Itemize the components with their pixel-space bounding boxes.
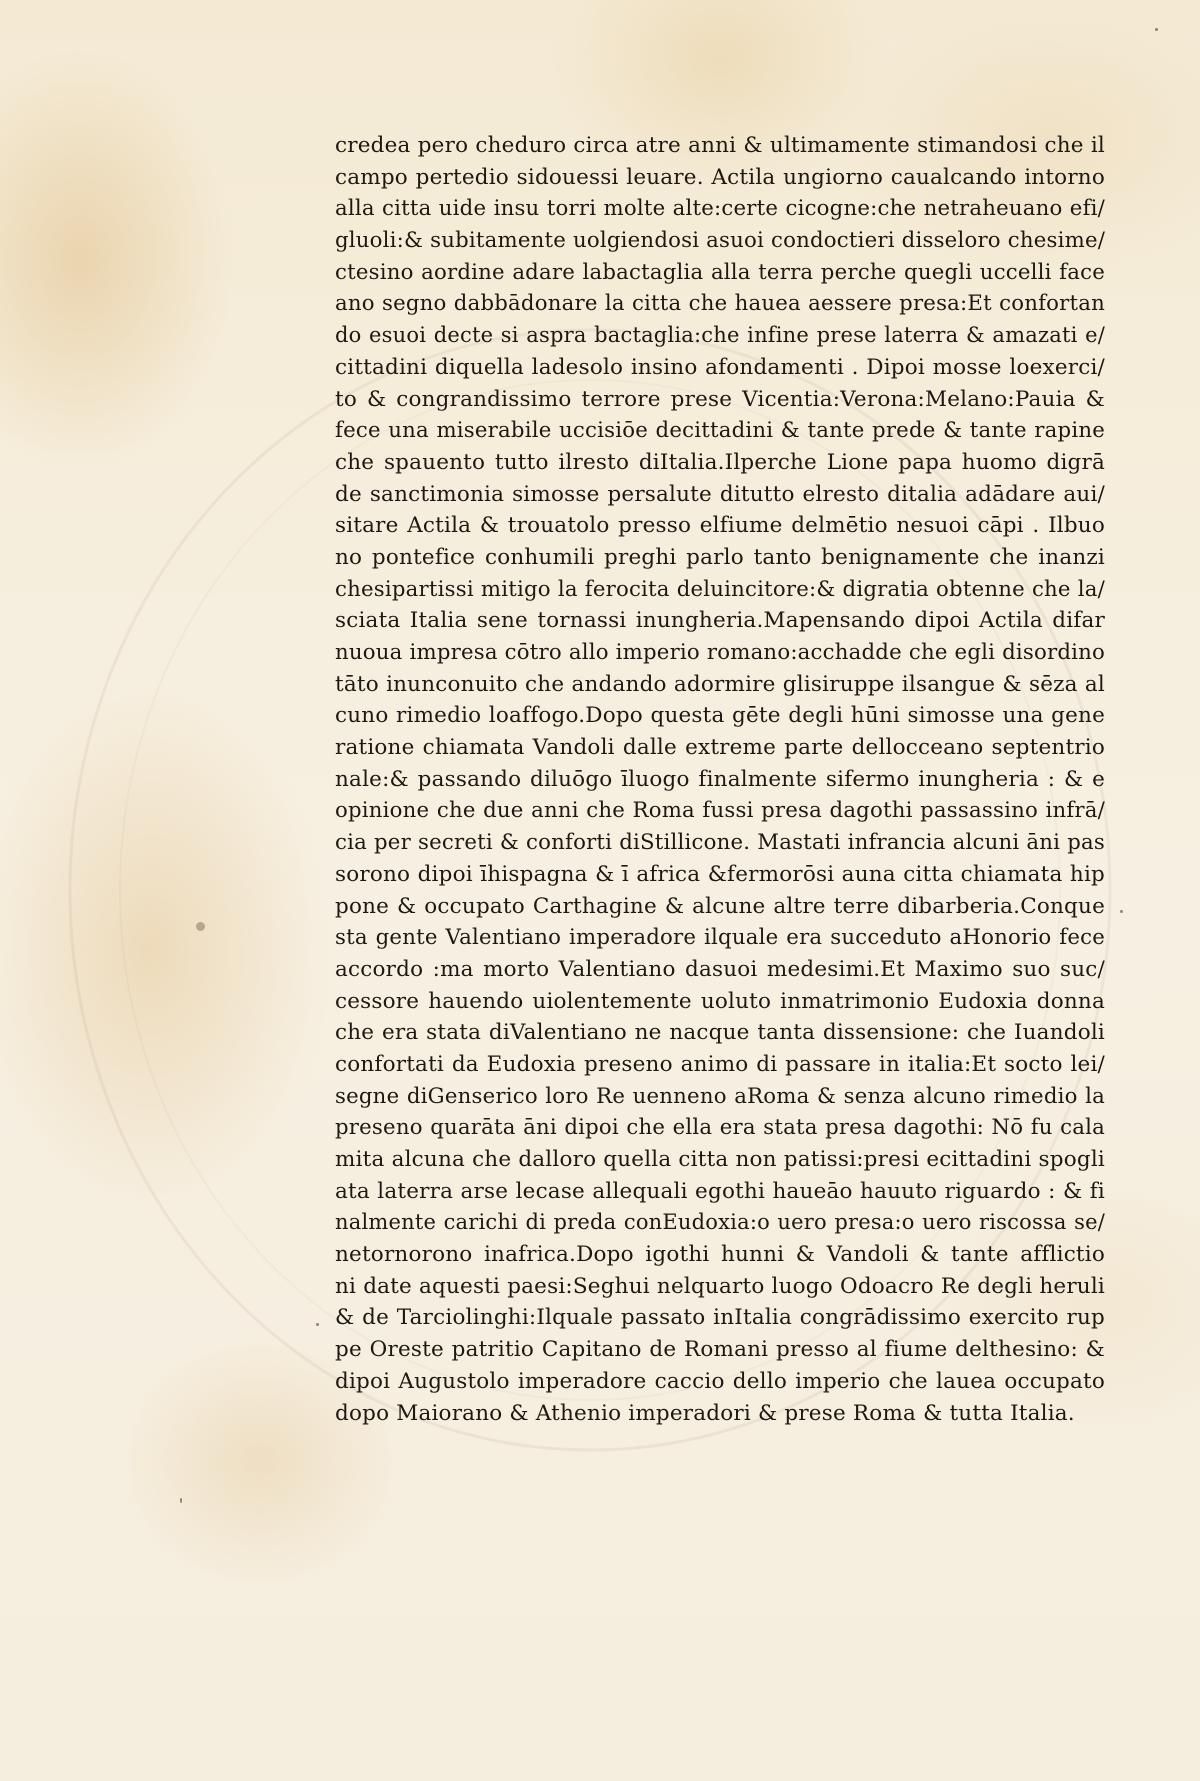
text-line: pe Oreste patritio Capitano de Romani presso al fiume delthesino: & xyxy=(335,1337,1105,1363)
text-line: & de Tarciolinghi:Ilquale passato inItalia congrādissimo exercito rup xyxy=(335,1305,1105,1331)
text-line: sorono dipoi īhispagna & ī africa &fermorōsi auna citta chiamata hip xyxy=(335,861,1105,887)
text-line: dopo Maiorano & Athenio imperadori & prese Roma & tutta Italia. xyxy=(335,1400,1075,1426)
text-line: accordo :ma morto Valentiano dasuoi medesimi.Et Maximo suo suc/ xyxy=(335,956,1105,982)
text-line: cessore hauendo uiolentemente uoluto inmatrimonio Eudoxia donna xyxy=(335,988,1105,1014)
text-line: sitare Actila & trouatolo presso elfiume delmētio nesuoi cāpi . Ilbuo xyxy=(335,513,1105,539)
text-line: no pontefice conhumili preghi parlo tanto benignamente che inanzi xyxy=(335,544,1105,570)
text-line: netornorono inafrica.Dopo igothi hunni & Vandoli & tante afflictio xyxy=(335,1242,1105,1268)
ink-speck xyxy=(1155,28,1158,31)
ink-speck xyxy=(316,1323,319,1326)
text-line: de sanctimonia simosse persalute ditutto elresto ditalia adādare aui/ xyxy=(335,481,1105,507)
text-line: sta gente Valentiano imperadore ilquale era succeduto aHonorio fece xyxy=(335,925,1105,951)
text-line: tāto inunconuito che andando adormire glisiruppe ilsangue & sēza al xyxy=(335,671,1105,697)
text-line: mita alcuna che dalloro quella citta non patissi:presi ecittadini spogli xyxy=(335,1147,1105,1172)
text-line: gluoli:& subitamente uolgiendosi asuoi condoctieri disseloro chesime/ xyxy=(335,228,1105,254)
text-line: ni date aquesti paesi:Seghui nelquarto luogo Odoacro Re degli heruli xyxy=(335,1273,1105,1299)
text-line: ano segno dabbādonare la citta che hauea aessere presa:Et confortan xyxy=(335,291,1105,317)
text-line: chesipartissi mitigo la ferocita deluincitore:& digratia obtenne che la/ xyxy=(335,576,1105,602)
text-line: che era stata diValentiano ne nacque tanta dissensione: che Iuandoli xyxy=(335,1020,1105,1046)
text-line: alla citta uide insu torri molte alte:certe cicogne:che netraheuano efi/ xyxy=(335,196,1105,222)
ink-speck xyxy=(1120,910,1123,913)
text-line: ata laterra arse lecase allequali egothi haueāo hauuto riguardo : & fi xyxy=(335,1178,1105,1204)
text-line: ratione chiamata Vandoli dalle extreme parte dellocceano septentrio xyxy=(335,735,1105,761)
text-line: campo pertedio sidouessi leuare. Actila ungiorno caualcando intorno xyxy=(335,164,1105,190)
text-line: preseno quarāta āni dipoi che ella era stata presa dagothi: Nō fu cala xyxy=(335,1115,1105,1141)
text-line: ctesino aordine adare labactaglia alla terra perche quegli uccelli face xyxy=(335,259,1105,285)
text-line: credea pero cheduro circa atre anni & ultimamente stimandosi che il xyxy=(335,133,1105,158)
text-line: cia per secreti & conforti diStillicone. Mastati infrancia alcuni āni pas xyxy=(335,830,1105,856)
text-line: nale:& passando diluōgo īluogo finalmente sifermo inungheria : & e xyxy=(335,766,1105,792)
text-line: nuoua impresa cōtro allo imperio romano:acchadde che egli disordino xyxy=(335,640,1105,665)
text-line: cuno rimedio loaffogo.Dopo questa gēte degli hūni simosse una gene xyxy=(335,703,1105,729)
text-line: nalmente carichi di preda conEudoxia:o uero presa:o uero riscossa se/ xyxy=(335,1210,1105,1235)
ink-speck xyxy=(180,1498,182,1503)
text-line: do esuoi decte si aspra bactaglia:che infine prese laterra & amazati e/ xyxy=(335,323,1105,348)
text-line: opinione che due anni che Roma fussi presa dagothi passassino infrā/ xyxy=(335,798,1105,824)
text-line: dipoi Augustolo imperadore caccio dello imperio che lauea occupato xyxy=(335,1368,1105,1394)
text-line: sciata Italia sene tornassi inungheria.Mapensando dipoi Actila difar xyxy=(335,608,1105,634)
main-text-block xyxy=(335,130,1105,1429)
text-line: fece una miserabile uccisiōe decittadini & tante prede & tante rapine xyxy=(335,418,1105,444)
text-line: confortati da Eudoxia preseno animo di passare in italia:Et socto lei/ xyxy=(335,1051,1105,1077)
text-line: che spauento tutto ilresto diItalia.Ilperche Lione papa huomo digrā xyxy=(335,449,1105,475)
text-line: to & congrandissimo terrore prese Vicentia:Verona:Melano:Pauia & xyxy=(335,386,1105,412)
text-line: cittadini diquella ladesolo insino afondamenti . Dipoi mosse loexerci/ xyxy=(335,354,1105,380)
text-line: segne diGenserico loro Re uenneno aRoma & senza alcuno rimedio la xyxy=(335,1083,1105,1109)
text-line: pone & occupato Carthagine & alcune altre terre dibarberia.Conque xyxy=(335,893,1105,919)
ink-speck xyxy=(196,922,205,931)
